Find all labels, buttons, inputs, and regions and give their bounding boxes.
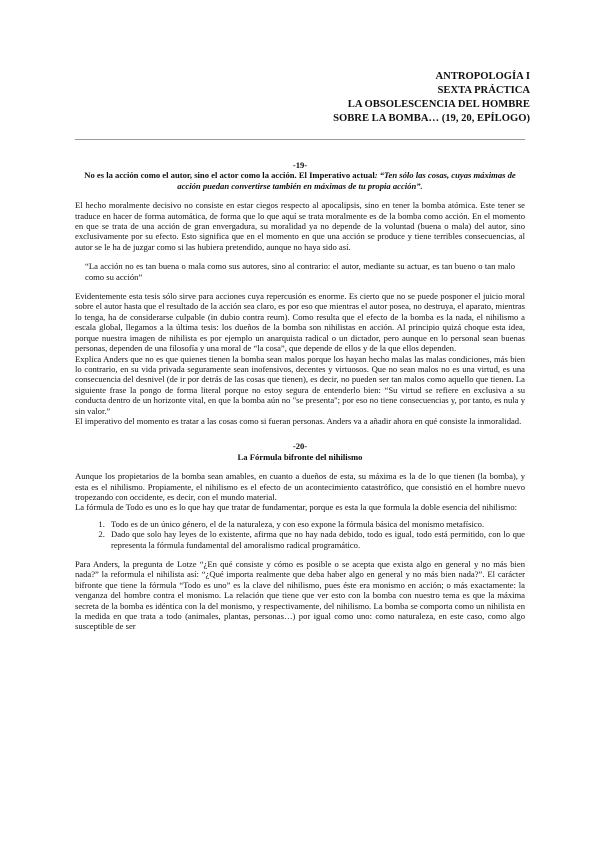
practice-title: SEXTA PRÁCTICA (437, 85, 530, 96)
paragraph: Aunque los propietarios de la bomba sean amables, en cuanto a dueños de esta, su máxima es la de lo que tienen (la bomba), y esta es el nihilismo. Propiamente, el nihilismo es el efecto de un acontecimiento catastrófico, que consistió en el hombre nuevo tropezando con occidente, es decir, con el mundo material. (75, 471, 525, 502)
paragraph: El imperativo del momento es tratar a las cosas como si fueran personas. Anders va a añadir ahora en qué consiste la inmoralidad. (75, 415, 522, 426)
paragraph: El hecho moralmente decisivo no consiste en estar ciegos respecto al apocalipsis, sino en tener la bomba atómica. Este tener se traduce en hacer de forma automática, de forma que lo que aquí se trata moralmente es de la bomba como acción. En el momento en que se trata de una acción de gran envergadura, su moralidad ya no depende de la voluntad (buena o mala) del autor, sino exclusivamente por su efecto. Esto significa que en el momento en que una acción se produce y tiene terribles consecuencias, al autor se le ha de juzgar como si las hubiera pretendido, aunque no haya sido así. (75, 200, 525, 252)
paragraph: Evidentemente esta tesis sólo sirve para acciones cuya repercusión es enorme. Es cierto que no se puede posponer el juicio moral sobre el autor hasta que el resultado de la acción sea claro, es por eso que mientras el autor posea, no destruya, el aparato, mientras lo tenga, ha de considerarse culpable (in dubio contra reum). Como resulta que el efecto de la bomba es la nada, el nihilismo a escala global, llegamos a la última tesis: los dueños de la bomba son nihilistas en acción. Al principio quizá choque esta idea, porque nuestra imagen de nihilista es por ejemplo un anarquista radical o un dictador, pero aunque en lo personal sean buenas personas, dependen de una filosofía y una moral de “la cosa”, que depende de ellos y de la que ellos dependen. (75, 291, 525, 354)
document-body (75, 160, 525, 632)
paragraph: Explica Anders que no es que quienes tienen la bomba sean malos porque los hayan hecho malas las malas condiciones, más bien lo contrario, en su vida privada seguramente sean inofensivos, decentes y virtuosos. Que no sean malos no es una virtud, es una consecuencia del desnivel (de ir por detrás de las cosas que tienen), es decir, no pueden ser tan malos como aquello que tienen. La siguiente frase la pongo de forma literal porque no estoy segura de entenderlo bien: “Su virtud se refiere en exclusiva a su conducta dentro de un horizonte vital, en que la bomba aún no "se presenta"; por eso no tiene consecuencias y, por tanto, es nula y sin valor.” (75, 353, 525, 416)
list-item: 1. Todo es de un único género, el de la naturaleza, y con eso expone la fórmula básica del monismo metafísico. (107, 519, 525, 529)
paragraph: Para Anders, la pregunta de Lotze “¿En qué consiste y cómo es posible o se acepta que exista algo en general y no más bien nada?” la reformula el nihilista así: “¿Qué importa realmente que deba haber algo en general y no más bien nada?”. El carácter bifronte que tiene la fórmula “Todo es uno” es la clave del nihilismo, pues éste era monismo en acción; o más exactamente: la venganza del hombre contra el monismo. La relación que tiene que ver esto con la bomba con nuestro tema es que la máxima secreta de la bomba es idéntica con la del monismo, y respectivamente, del nihilismo. La bomba se comporta como un nihilista en la medida en que trata a todo (animales, plantas, personas…) por igual como uno: como naturaleza, en este caso, como algo susceptible de ser (75, 559, 525, 632)
list-item: 2. Dado que solo hay leyes de lo existente, afirma que no hay nada debido, todo es igual, todo está permitido, con lo que representa la fórmula fundamental del amoralismo radical programático. (107, 529, 525, 550)
section-heading-bold: No es la acción como el autor, sino el actor como la acción. El Imperativo actual (84, 170, 375, 181)
document-header (333, 70, 530, 126)
section-heading-imperative: : “Ten sólo las cosas, cuyas máximas de acción puedan convertirse también en máximas de tu propia acción”. (177, 170, 516, 191)
section-heading-19 (75, 170, 525, 191)
header-divider (75, 139, 525, 140)
section-number-19: -19- (292, 160, 308, 170)
numbered-list (75, 519, 525, 550)
block-quote: “La acción no es tan buena o mala como sus autores, sino al contrario: el autor, mediante su actuar, es tan bueno o tan malo como su acción” (85, 261, 515, 282)
work-subtitle: SOBRE LA BOMBA… (19, 20, EPÍLOGO) (333, 113, 530, 124)
paragraph: La fórmula de Todo es uno es lo que hay que tratar de fundamentar, porque es esta la que formula la doble esencia del nihilismo: (75, 502, 518, 513)
work-title: LA OBSOLESCENCIA DEL HOMBRE (347, 99, 530, 110)
section-heading-20: La Fórmula bifronte del nihilismo (237, 451, 363, 462)
section-number-20: -20- (292, 441, 308, 452)
course-title: ANTROPOLOGÍA I (435, 71, 530, 82)
